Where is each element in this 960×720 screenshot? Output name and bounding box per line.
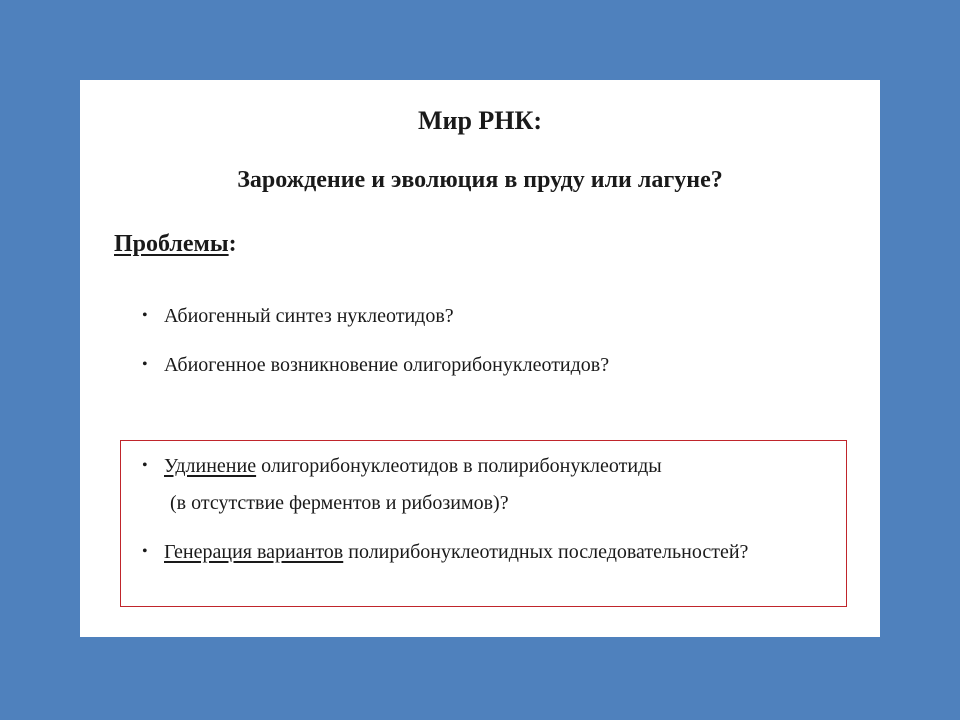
list-item-underlined: Генерация вариантов	[164, 541, 344, 563]
problems-colon: :	[228, 231, 237, 257]
problems-label: Проблемы	[114, 231, 229, 257]
slide-title: Мир РНК:	[417, 106, 543, 135]
bullet-icon: •	[142, 307, 148, 324]
bullet-icon: •	[142, 543, 148, 560]
slide-subtitle: Зарождение и эволюция в пруду или лагуне?	[237, 167, 723, 193]
list-item-text: олигорибонуклеотидов в полирибонуклеотиды	[256, 455, 662, 477]
bullet-icon: •	[142, 356, 148, 373]
list-item-text: полирибонуклеотидных последовательностей?	[343, 541, 749, 563]
bullet-icon: •	[142, 457, 148, 474]
list-item-continuation: (в отсутствие ферментов и рибозимов)?	[170, 492, 509, 514]
list-item-text: Абиогенное возникновение олигорибонуклеотидов?	[164, 354, 610, 376]
problems-heading	[114, 231, 237, 258]
list-item-underlined: Удлинение	[164, 455, 257, 477]
list-item	[142, 355, 609, 375]
list-item	[142, 456, 662, 476]
list-item-text: Абиогенный синтез нуклеотидов?	[164, 305, 454, 327]
list-item	[142, 542, 748, 562]
slide	[80, 80, 880, 637]
list-item	[142, 306, 454, 326]
